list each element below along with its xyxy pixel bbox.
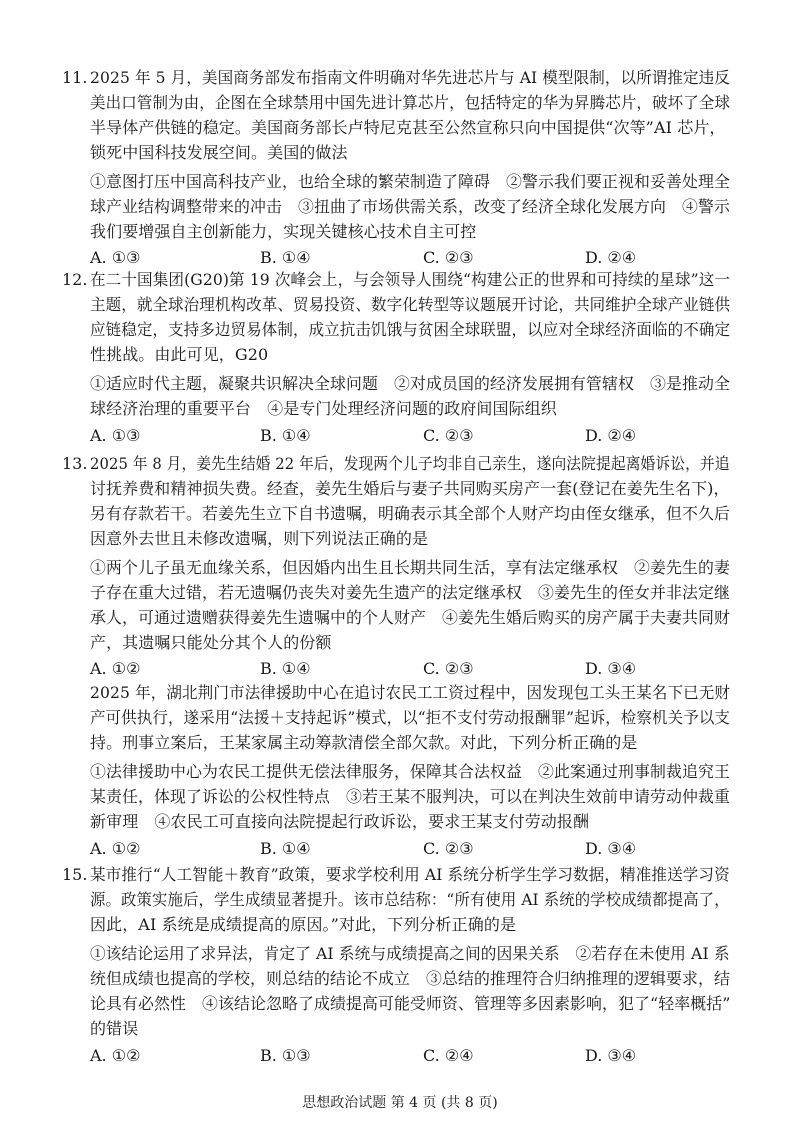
option-b[interactable]: B. ①④ bbox=[260, 426, 311, 445]
answer-options bbox=[90, 659, 730, 679]
question-text-line: 某市推行“人工智能＋教育”政策，要求学校利用 AI 系统分析学生学习数据，精准推送学习资 bbox=[90, 865, 730, 884]
answer-options bbox=[90, 839, 730, 859]
option-d[interactable]: D. ③④ bbox=[585, 659, 637, 678]
choice-statement-line: ①适应时代主题，凝聚共识解决全球问题 ②对成员国的经济发展拥有管辖权 ③是推动全 bbox=[90, 374, 731, 393]
question-number: 15. bbox=[62, 865, 88, 884]
option-b[interactable]: B. ①④ bbox=[260, 248, 311, 267]
option-a[interactable]: A. ①③ bbox=[90, 248, 141, 267]
option-a[interactable]: A. ①② bbox=[90, 1046, 141, 1065]
question-text-line: 性挑战。由此可见，G20 bbox=[90, 345, 269, 364]
option-c[interactable]: C. ②③ bbox=[423, 248, 474, 267]
question-text-line: 主题，就全球治理机构改革、贸易投资、数字化转型等议题展开讨论，共同维护全球产业链供 bbox=[90, 295, 731, 314]
question-text-line: 产可供执行，遂采用“法援＋支持起诉”模式，以“拒不支付劳动报酬罪”起诉，检察机关予以支 bbox=[90, 708, 731, 727]
option-a[interactable]: A. ①② bbox=[90, 659, 141, 678]
option-a[interactable]: A. ①③ bbox=[90, 426, 141, 445]
choice-statement-line: ①该结论运用了求异法，肯定了 AI 系统与成绩提高之间的因果关系 ②若存在未使用 AI 系 bbox=[90, 944, 730, 963]
answer-options bbox=[90, 1046, 730, 1066]
question-number: 11. bbox=[62, 68, 88, 87]
question-text-line: 美出口管制为由，企图在全球禁用中国先进计算芯片，包括特定的华为昇腾芯片，破坏了全球 bbox=[90, 93, 731, 112]
question-text-line: 应链稳定，支持多边贸易体制，成立抗击饥饿与贫困全球联盟，以应对全球经济面临的不确定 bbox=[90, 320, 731, 339]
question-text-line: 持。刑事立案后，王某家属主动筹款清偿全部欠款。对此，下列分析正确的是 bbox=[90, 733, 638, 752]
option-d[interactable]: D. ②④ bbox=[585, 426, 637, 445]
question-text-line: 因意外去世且未修改遗嘱，则下列说法正确的是 bbox=[90, 529, 429, 548]
question-text-line: 讨抚养费和精神损失费。经查，姜先生婚后与妻子共同购买房产一套(登记在姜先生名下)， bbox=[90, 479, 730, 498]
question-text-line: 2025 年 8 月，姜先生结婚 22 年后，发现两个儿子均非自己亲生，遂向法院提起离婚诉讼，并追 bbox=[90, 454, 730, 473]
choice-statement-line: 产，其遗嘱只能处分其个人的份额 bbox=[90, 633, 332, 652]
choice-statement-line: 统但成绩也提高的学校，则总结的结论不成立 ③总结的推理符合归纳推理的逻辑要求，结 bbox=[90, 969, 731, 988]
answer-options bbox=[90, 426, 730, 446]
option-c[interactable]: C. ②③ bbox=[423, 426, 474, 445]
question-text-line: 2025 年，湖北荆门市法律援助中心在追讨农民工工资过程中，因发现包工头王某名下已无财 bbox=[90, 683, 731, 702]
option-b[interactable]: B. ①④ bbox=[260, 659, 311, 678]
question-text-line: 2025 年 5 月，美国商务部发布指南文件明确对华先进芯片与 AI 模型限制，以所谓推定违反 bbox=[90, 68, 730, 87]
option-c[interactable]: C. ②③ bbox=[423, 659, 474, 678]
question-text-line: 半导体产供链的稳定。美国商务部长卢特尼克甚至公然宣称只向中国提供“次等”AI 芯片， bbox=[90, 118, 726, 137]
option-d[interactable]: D. ②④ bbox=[585, 248, 637, 267]
option-b[interactable]: B. ①③ bbox=[260, 1046, 311, 1065]
choice-statement-line: 我们要增强自主创新能力，实现关键核心技术自主可控 bbox=[90, 222, 477, 241]
choice-statement-line: ①法律援助中心为农民工提供无偿法律服务，保障其合法权益 ②此案通过刑事制裁追究王 bbox=[90, 762, 731, 781]
choice-statement-line: 球产业结构调整带来的冲击 ③扭曲了市场供需关系，改变了经济全球化发展方向 ④警示 bbox=[90, 197, 731, 216]
option-c[interactable]: C. ②④ bbox=[423, 1046, 474, 1065]
choice-statement-line: ①意图打压中国高科技产业，也给全球的繁荣制造了障碍 ②警示我们要正视和妥善处理全 bbox=[90, 172, 731, 191]
choice-statement-line: 论具有必然性 ④该结论忽略了成绩提高可能受师资、管理等多因素影响，犯了“轻率概括” bbox=[90, 994, 731, 1013]
choice-statement-line: 承人，可通过遗赠获得姜先生遗嘱中的个人财产 ④姜先生婚后购买的房产属于夫妻共同财 bbox=[90, 608, 731, 627]
question-number: 12. bbox=[62, 270, 88, 289]
option-d[interactable]: D. ③④ bbox=[585, 1046, 637, 1065]
choice-statement-line: 球经济治理的重要平台 ④是专门处理经济问题的政府间国际组织 bbox=[90, 399, 557, 418]
page-footer: 思想政治试题 第 4 页 (共 8 页) bbox=[302, 1095, 498, 1111]
choice-statement-line: 子存在重大过错，若无遗嘱仍丧失对姜先生遗产的法定继承权 ③姜先生的侄女并非法定继 bbox=[90, 583, 731, 602]
choice-statement-line: 某责任，体现了诉讼的公权性特点 ③若王某不服判决，可以在判决生效前申请劳动仲裁重 bbox=[90, 787, 731, 806]
answer-options bbox=[90, 248, 730, 268]
question-text-line: 锁死中国科技发展空间。美国的做法 bbox=[90, 143, 348, 162]
question-text-line: 在二十国集团(G20)第 19 次峰会上，与会领导人围绕“构建公正的世界和可持续的星球”这一 bbox=[90, 270, 731, 289]
choice-statement-line: ①两个儿子虽无血缘关系，但因婚内出生且长期共同生活，享有法定继承权 ②姜先生的妻 bbox=[90, 558, 731, 577]
choice-statement-line: 的错误 bbox=[90, 1019, 139, 1038]
option-d[interactable]: D. ③④ bbox=[585, 839, 637, 858]
choice-statement-line: 新审理 ④农民工可直接向法院提起行政诉讼，要求王某支付劳动报酬 bbox=[90, 812, 590, 831]
option-c[interactable]: C. ②③ bbox=[423, 839, 474, 858]
option-b[interactable]: B. ①④ bbox=[260, 839, 311, 858]
question-text-line: 因此，AI 系统是成绩提高的原因。”对此，下列分析正确的是 bbox=[90, 915, 517, 934]
question-number: 13. bbox=[62, 454, 88, 473]
question-text-line: 源。政策实施后，学生成绩显著提升。该市总结称：“所有使用 AI 系统的学校成绩都提高了， bbox=[90, 890, 730, 909]
option-a[interactable]: A. ①② bbox=[90, 839, 141, 858]
question-text-line: 另有存款若干。若姜先生立下自书遗嘱，明确表示其全部个人财产均由侄女继承，但不久后 bbox=[90, 504, 731, 523]
